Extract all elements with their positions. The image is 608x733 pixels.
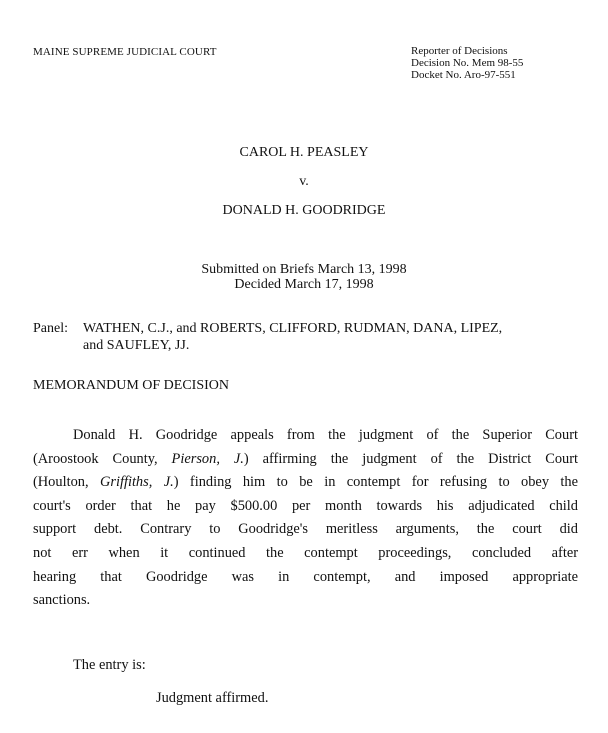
decision-number: Decision No. Mem 98-55 xyxy=(411,57,524,69)
reporter-block xyxy=(411,45,523,81)
decision-body xyxy=(33,424,578,613)
reporter-title: Reporter of Decisions xyxy=(411,45,508,57)
docket-number: Docket No. Aro-97-551 xyxy=(411,69,516,81)
panel xyxy=(33,320,573,354)
memorandum-heading: MEMORANDUM OF DECISION xyxy=(33,378,230,393)
body-line-3: (Houlton, Griffiths, J.) finding him to be in contempt for refusing to obey the xyxy=(33,474,578,491)
body-line-8: sanctions. xyxy=(33,592,91,609)
panel-justices-line1: WATHEN, C.J., and ROBERTS, CLIFFORD, RUDMAN, DANA, LIPEZ, xyxy=(83,321,503,336)
body-line-2: (Aroostook County, Pierson, J.) affirming the judgment of the District Court xyxy=(33,450,579,467)
versus: v. xyxy=(299,174,309,189)
trial-judge-district: Griffiths, J. xyxy=(99,474,174,491)
decided-date: Decided March 17, 1998 xyxy=(234,277,374,292)
body-line-7: hearing that Goodridge was in contempt, and imposed appropriate xyxy=(33,568,578,585)
plaintiff-name: CAROL H. PEASLEY xyxy=(239,145,369,160)
submitted-date: Submitted on Briefs March 13, 1998 xyxy=(201,262,407,277)
defendant-name: DONALD H. GOODRIDGE xyxy=(222,203,386,218)
panel-justices-line2: and SAUFLEY, JJ. xyxy=(83,338,190,353)
trial-judge-superior: Pierson, J. xyxy=(171,450,244,467)
body-line-6: not err when it continued the contempt proceedings, concluded after xyxy=(33,544,578,561)
body-line-1: Donald H. Goodridge appeals from the judgment of the Superior Court xyxy=(73,427,578,443)
body-line-4: court's order that he pay $500.00 per month towards his adjudicated child xyxy=(33,497,578,514)
entry-label: The entry is: xyxy=(73,657,146,673)
panel-label: Panel: xyxy=(33,321,68,336)
court-name: MAINE SUPREME JUDICIAL COURT xyxy=(33,46,217,58)
body-line-5: support debt. Contrary to Goodridge's meritless arguments, the court did xyxy=(33,521,578,538)
disposition: Judgment affirmed. xyxy=(156,690,269,706)
